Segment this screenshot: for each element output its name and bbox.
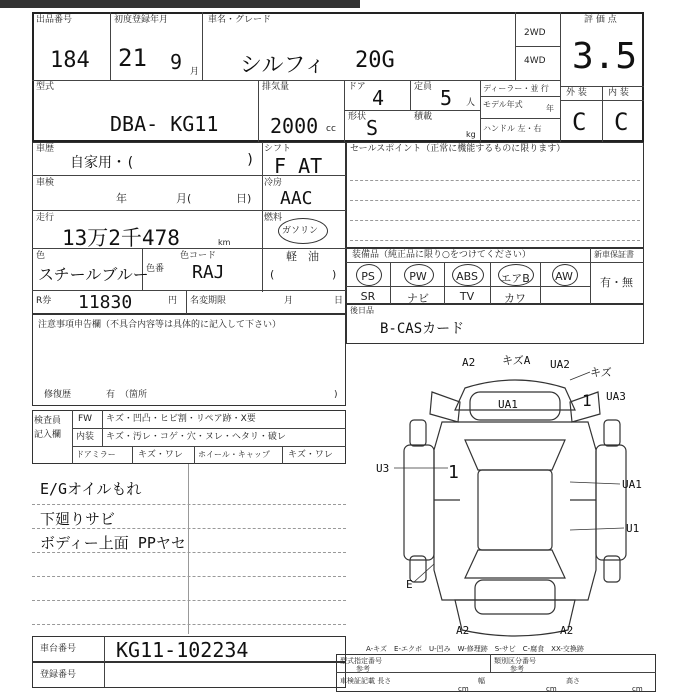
drive-4wd: 4WD	[524, 56, 546, 66]
equip-pw: PW	[409, 270, 427, 283]
dims-cm2: cm	[546, 685, 557, 693]
interior-insp-text: キズ・汚レ・コゲ・穴・ヌレ・ヘタリ・破レ	[106, 432, 286, 442]
model-label: 車名・グレード	[208, 15, 272, 25]
equipment-label: 装備品（純正品に限り○をつけてください）	[352, 250, 531, 260]
fuel-gas-circle	[278, 218, 328, 244]
chassis-value: KG11-102234	[116, 638, 249, 662]
ticket-value: 11830	[78, 292, 133, 313]
rear-window	[465, 550, 565, 578]
interior-label: 内 装	[608, 88, 629, 98]
mark-ua3: UA3	[606, 390, 626, 403]
reg-month: 9	[170, 50, 183, 74]
header-fragment	[0, 0, 360, 8]
type-cert-ref: 参考	[356, 665, 370, 673]
color-no-label: 色番	[146, 264, 165, 274]
mark-bottom-a2-left: A2	[456, 624, 470, 637]
exterior-grade: C	[572, 108, 587, 136]
note-3: ボディー上面 PPヤセ	[40, 534, 186, 552]
ac-value: AAC	[280, 188, 313, 209]
circle-aw	[552, 264, 578, 286]
insp-day: 日)	[236, 192, 252, 205]
door-label: ドア	[348, 82, 366, 92]
equip-airbag: エアB	[500, 272, 530, 285]
use-label: 車歴	[36, 144, 55, 154]
class-no-ref: 参考	[510, 665, 524, 673]
equip-aw: AW	[555, 270, 573, 283]
disp-label: 排気量	[262, 82, 290, 92]
fuel-label: 燃料	[264, 213, 283, 223]
fw-text: キズ・凹凸・ヒビ割・リペア跡・X要	[106, 414, 256, 424]
nc-month: 月	[284, 296, 294, 306]
dims-width: 幅	[478, 677, 485, 685]
year-unit: 年	[546, 104, 554, 113]
equip-sr: SR	[360, 290, 376, 303]
repair-location: （箇所	[120, 390, 148, 400]
handle-label: ハンドル 左・右	[483, 124, 542, 133]
mirror-text: キズ・ワレ	[138, 450, 183, 460]
mirror-left	[430, 392, 460, 422]
doors: 4	[372, 86, 385, 110]
capacity: 5	[440, 86, 453, 110]
circle-abs	[452, 264, 484, 286]
score-label: 評 価 点	[584, 15, 617, 25]
color-label: 色	[36, 251, 46, 261]
new-warranty-label: 新車保証書	[594, 250, 634, 259]
mirror-label: ドアミラー	[76, 450, 116, 459]
reg-year: 21	[118, 44, 147, 72]
lot-number: 184	[50, 48, 90, 73]
fuel-diesel: 軽 油	[286, 250, 319, 263]
color-code: RAJ	[192, 262, 225, 283]
wheel-text: キズ・ワレ	[288, 450, 333, 460]
mark-ua1-top: UA1	[498, 398, 518, 411]
equip-abs: ABS	[456, 270, 478, 283]
type-label: 型式	[36, 82, 55, 92]
mark-ua1-right: UA1	[622, 478, 642, 491]
fw-label: FW	[78, 414, 93, 424]
use-close: )	[246, 152, 255, 168]
circle-pw	[404, 264, 434, 286]
nc-day: 日	[334, 296, 344, 306]
sales-label: セールスポイント（正常に機能するものに限ります）	[350, 144, 566, 154]
notes-area-divider	[188, 464, 189, 634]
inspection-label: 車検	[36, 178, 55, 188]
mark-u1: U1	[626, 522, 640, 535]
body-shape: S	[366, 116, 379, 140]
fuel-paren-close: )	[332, 268, 337, 281]
note-2: 下廻りサビ	[40, 510, 116, 528]
mark-left-one: 1	[448, 462, 459, 483]
equip-ps: PS	[361, 270, 375, 283]
mark-bottom-a2-right: A2	[560, 624, 574, 637]
reg-label: 初度登録年月	[114, 15, 169, 25]
sales-box	[346, 142, 644, 248]
type-code: DBA- KG11	[110, 112, 219, 136]
drive-2wd: 2WD	[524, 28, 546, 38]
cap-label: 定員	[414, 82, 433, 92]
body-label: 形状	[348, 112, 367, 122]
model-year-label: モデル年式	[483, 100, 523, 109]
aftermarket-value: B-CASカード	[380, 321, 465, 337]
dims-height: 高さ	[566, 677, 580, 685]
mileage-label: 走行	[36, 213, 55, 223]
mark-top-a2: A2	[462, 356, 476, 369]
trunk	[475, 580, 555, 614]
mark-top-ua2: UA2	[550, 358, 570, 371]
reg-month-unit: 月	[190, 67, 200, 77]
disp-unit: cc	[326, 124, 336, 134]
inspector-label-2: 記入欄	[34, 430, 62, 440]
damage-legend: A-キズ E-エクボ U-凹み W-修理跡 S-サビ C-腐食 XX-交換跡	[366, 645, 584, 653]
name-change-label: 名変期限	[190, 296, 227, 306]
notes-label: 注意事項申告欄（不具合内容等は具体的に記入して下さい）	[38, 320, 282, 330]
ac-label: 冷房	[264, 178, 283, 188]
shift-label: シフト	[264, 144, 292, 154]
circle-airbag	[498, 264, 534, 286]
class-no-label: 類別区分番号	[494, 657, 536, 665]
door-right	[596, 445, 626, 560]
inspector-label-1: 検査員	[34, 416, 62, 426]
mileage-unit: km	[218, 238, 231, 247]
score-value: 3.5	[572, 36, 638, 77]
note-1: E/Gオイルもれ	[40, 480, 142, 498]
ticket-label: R券	[36, 296, 52, 306]
cap-unit: 人	[466, 98, 476, 108]
fuel-gas: ガソリン	[282, 226, 319, 236]
registration-label: 登録番号	[40, 670, 77, 680]
registration-box	[32, 662, 346, 688]
car-body-outline	[434, 422, 596, 600]
repair-value: 有	[106, 390, 116, 400]
exterior-label: 外 装	[566, 88, 587, 98]
fuel-paren-open: (	[270, 268, 275, 281]
load-unit: kg	[466, 130, 476, 139]
equip-tv: TV	[459, 290, 475, 303]
ticket-unit: 円	[168, 296, 178, 306]
new-warranty-value: 有・無	[600, 276, 633, 289]
wheel-fr	[604, 420, 620, 446]
dims-cm1: cm	[458, 685, 469, 693]
equip-navi: ナビ	[407, 292, 429, 305]
load-label: 積載	[414, 112, 433, 122]
insp-year: 年	[116, 192, 127, 205]
dealer-label: ディーラー・並 行	[483, 84, 549, 93]
displacement: 2000	[270, 114, 319, 138]
mark-u3: U3	[376, 462, 390, 475]
windshield	[465, 440, 565, 470]
shift-value: F AT	[274, 154, 323, 178]
mark-one-top: 1	[582, 391, 592, 410]
insp-month: 月(	[176, 192, 192, 205]
dims-label: 車検証記載 長さ	[340, 677, 392, 685]
model-name: シルフィ	[240, 53, 326, 78]
lot-label: 出品番号	[36, 15, 73, 25]
wheel-fl	[410, 420, 426, 446]
repair-close: )	[334, 390, 338, 400]
equip-leather: カワ	[504, 292, 526, 305]
circle-ps	[356, 264, 382, 286]
color-value: スチールブルー	[38, 265, 149, 284]
aftermarket-label: 後日品	[350, 306, 374, 315]
interior-grade: C	[614, 108, 629, 136]
interior-insp-label: 内装	[76, 432, 95, 442]
car-rear-outline	[455, 600, 575, 636]
chassis-label: 車台番号	[40, 644, 77, 654]
roof	[478, 470, 552, 550]
mileage-value: 13万2千478	[62, 226, 180, 250]
car-damage-diagram	[370, 350, 660, 650]
wheel-label: ホイール・キャップ	[198, 450, 270, 459]
mark-top-scratch: キズ	[590, 366, 612, 379]
dims-cm3: cm	[632, 685, 643, 693]
mark-e: E	[406, 578, 413, 591]
door-left	[404, 445, 434, 560]
use-value: 自家用・(	[70, 155, 135, 171]
repair-label: 修復歴	[44, 390, 72, 400]
color-code-label: 色コード	[180, 251, 217, 261]
mark-top-scratch-a: キズA	[502, 354, 531, 367]
grade: 20G	[355, 48, 395, 73]
type-cert-label: 型式指定番号	[340, 657, 382, 665]
